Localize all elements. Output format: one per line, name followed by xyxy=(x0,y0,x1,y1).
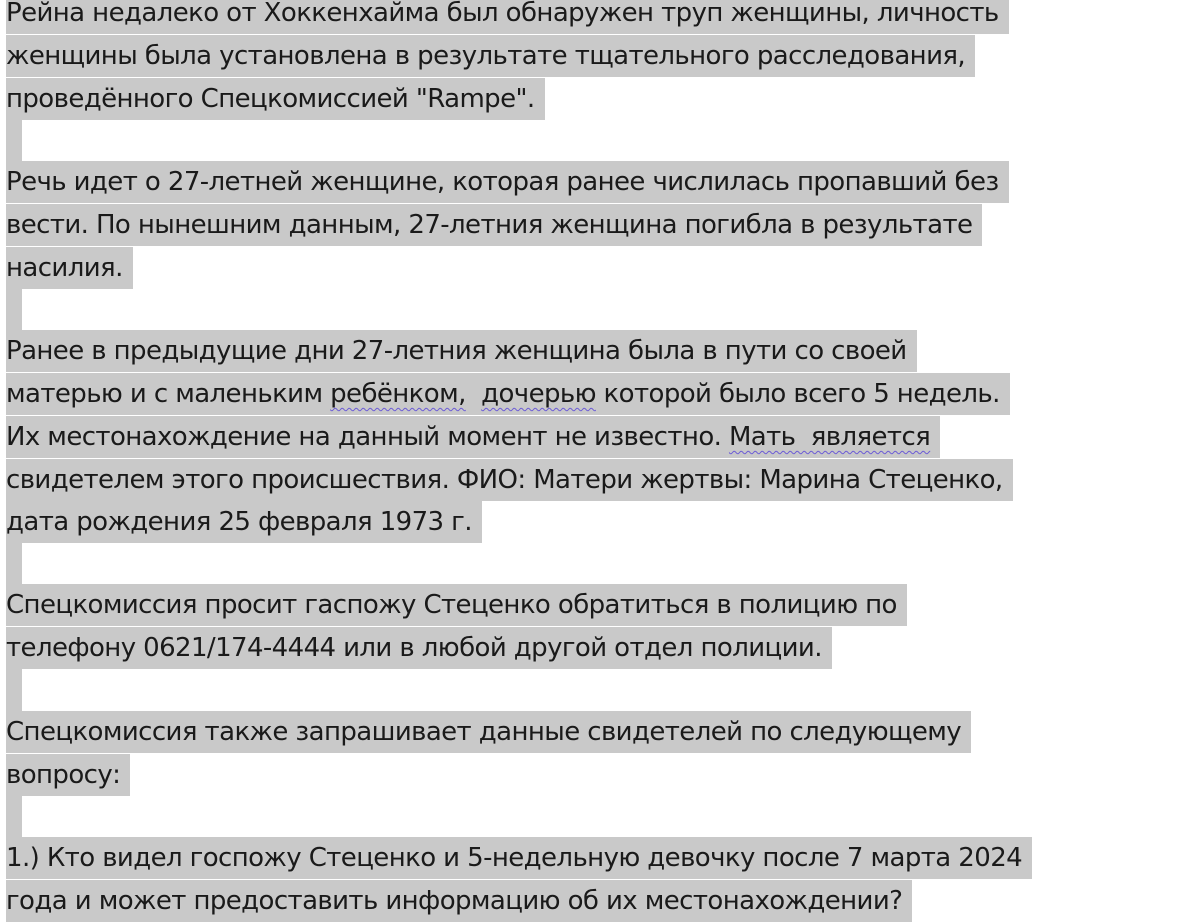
line-text: Рейна недалеко от Хоккенхайма был обнаружен труп женщины, личность xyxy=(6,0,1009,34)
text-line xyxy=(6,837,1032,879)
blank-line xyxy=(6,289,22,331)
blank-line xyxy=(6,669,22,711)
line-text: телефону 0621/174-4444 или в любой другой отдел полиции. xyxy=(6,627,832,669)
line-text: насилия. xyxy=(6,247,133,289)
text-line xyxy=(6,204,982,246)
blank-line xyxy=(6,796,22,838)
spellcheck-flagged-word[interactable]: Мать является xyxy=(728,422,931,452)
paragraph-mark-highlight xyxy=(6,796,22,838)
line-text: Спецкомиссия просит гаспожу Стеценко обратиться в полицию по xyxy=(6,584,907,626)
line-text: женщины была установлена в результате тщательного расследования, xyxy=(6,35,975,77)
text-line xyxy=(6,78,545,120)
text-segment: которой было всего 5 недель. xyxy=(595,379,1000,409)
text-line xyxy=(6,247,133,289)
text-line xyxy=(6,35,975,77)
line-text-with-spelling-errors xyxy=(6,416,940,458)
line-text: Спецкомиссия также запрашивает данные свидетелей по следующему xyxy=(6,711,971,753)
line-text-with-spelling-errors xyxy=(6,373,1010,415)
line-text: Речь идет о 27-летней женщине, которая ранее числилась пропавший без xyxy=(6,161,1009,203)
paragraph-mark-highlight xyxy=(6,543,22,585)
text-line xyxy=(6,330,917,372)
text-line xyxy=(6,627,832,669)
paragraph-mark-highlight xyxy=(6,289,22,331)
line-text: дата рождения 25 февраля 1973 г. xyxy=(6,501,482,543)
line-text: Ранее в предыдущие дни 27-летния женщина была в пути со своей xyxy=(6,330,917,372)
text-line xyxy=(6,161,1009,203)
text-line xyxy=(6,754,130,796)
paragraph-mark-highlight xyxy=(6,669,22,711)
text-segment: матерью и с маленьким xyxy=(6,379,331,409)
text-line xyxy=(6,373,1010,415)
blank-line xyxy=(6,120,22,162)
text-line xyxy=(6,416,940,458)
text-segment xyxy=(466,379,481,409)
text-line xyxy=(6,584,907,626)
line-text: свидетелем этого происшествия. ФИО: Матери жертвы: Марина Стеценко, xyxy=(6,459,1013,501)
text-line xyxy=(6,459,1013,501)
blank-line xyxy=(6,543,22,585)
text-segment: Их местонахождение на данный момент не известно. xyxy=(6,422,729,452)
text-line xyxy=(6,0,1009,34)
text-line xyxy=(6,711,971,753)
line-text: года и может предоставить информацию об их местонахождении? xyxy=(6,880,912,922)
line-text: проведённого Спецкомиссией "Rampe". xyxy=(6,78,545,120)
paragraph-mark-highlight xyxy=(6,120,22,162)
text-line xyxy=(6,501,482,543)
line-text: вести. По нынешним данным, 27-летния женщина погибла в результате xyxy=(6,204,982,246)
text-line xyxy=(6,880,912,922)
spellcheck-flagged-word[interactable]: ребёнком, xyxy=(330,379,466,409)
line-text: вопросу: xyxy=(6,754,130,796)
spellcheck-flagged-word[interactable]: дочерью xyxy=(481,379,596,409)
line-text: 1.) Кто видел госпожу Стеценко и 5-недельную девочку после 7 марта 2024 xyxy=(6,837,1032,879)
